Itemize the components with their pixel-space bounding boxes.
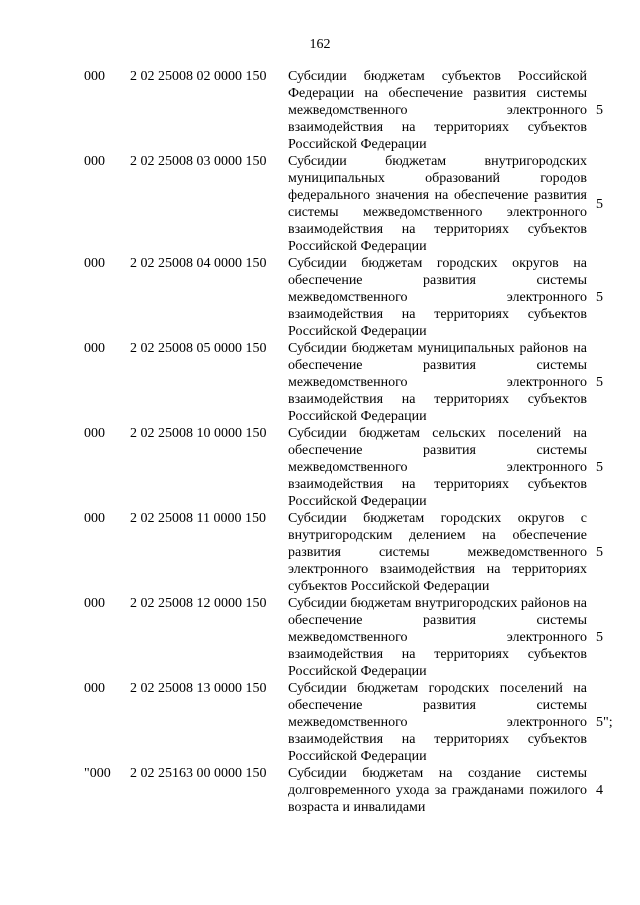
revenue-name: Субсидии бюджетам городских поселений на обеспечение развития системы межведомственного электронного взаимодействия на территориях субъектов Российской Федерации: [288, 681, 587, 764]
group-number: 5";: [596, 715, 613, 730]
admin-code: 000: [84, 256, 105, 271]
budget-code: 2 02 25008 03 0000 150: [130, 154, 267, 169]
revenue-name: Субсидии бюджетам городских округов с внутригородским делением на обеспечение развития системы межведомственного электронного взаимодействия на территориях субъектов Российской Федерации: [288, 511, 587, 594]
page-number: 162: [309, 37, 331, 52]
budget-code: 2 02 25008 05 0000 150: [130, 341, 267, 356]
admin-code: 000: [84, 426, 105, 441]
group-number: 5: [596, 196, 603, 212]
table-row: [0, 255, 640, 340]
budget-code: 2 02 25008 11 0000 150: [130, 511, 266, 526]
table-row: [0, 510, 640, 595]
budget-code: 2 02 25008 12 0000 150: [130, 596, 267, 611]
admin-code: 000: [84, 69, 105, 84]
budget-code: 2 02 25008 10 0000 150: [130, 426, 267, 441]
budget-classification-table: [0, 68, 640, 816]
table-row: [0, 595, 640, 680]
table-row: [0, 425, 640, 510]
admin-code: 000: [84, 154, 105, 169]
group-number: 4: [596, 783, 603, 798]
admin-code: 000: [84, 341, 105, 356]
revenue-name: Субсидии бюджетам субъектов Российской Федерации на обеспечение развития системы межведомственного электронного взаимодействия на территориях субъектов Российской Федерации: [288, 69, 587, 152]
revenue-name: Субсидии бюджетам внутригородских муниципальных образований городов федерального значения на обеспечение развития системы межведомственного электронного взаимодействия на территориях субъектов Российской Федерации: [288, 154, 587, 254]
table-row: [0, 340, 640, 425]
revenue-name: Субсидии бюджетам муниципальных районов на обеспечение развития системы межведомственного электронного взаимодействия на территориях субъектов Российской Федерации: [288, 341, 587, 424]
budget-code: 2 02 25163 00 0000 150: [130, 766, 267, 781]
revenue-name: Субсидии бюджетам сельских поселений на обеспечение развития системы межведомственного электронного взаимодействия на территориях субъектов Российской Федерации: [288, 426, 587, 509]
table-row: [0, 68, 640, 153]
revenue-name: Субсидии бюджетам на создание системы долговременного ухода за гражданами пожилого возраста и инвалидами: [288, 766, 587, 815]
budget-code: 2 02 25008 13 0000 150: [130, 681, 267, 696]
group-number: 5: [596, 630, 603, 645]
table-row: [0, 765, 640, 816]
group-number: 5: [596, 290, 603, 305]
group-number: 5: [596, 545, 603, 560]
admin-code: 000: [84, 596, 105, 611]
group-number: 5: [596, 375, 603, 390]
admin-code: "000: [84, 766, 111, 781]
table-row: [0, 680, 640, 765]
table-row: [0, 153, 640, 255]
group-number: 5: [596, 103, 603, 118]
budget-code: 2 02 25008 02 0000 150: [130, 69, 267, 84]
revenue-name: Субсидии бюджетам внутригородских районов на обеспечение развития системы межведомственного электронного взаимодействия на территориях субъектов Российской Федерации: [288, 596, 587, 679]
admin-code: 000: [84, 511, 105, 526]
group-number: 5: [596, 460, 603, 475]
revenue-name: Субсидии бюджетам городских округов на обеспечение развития системы межведомственного электронного взаимодействия на территориях субъектов Российской Федерации: [288, 256, 587, 339]
admin-code: 000: [84, 681, 105, 696]
budget-code: 2 02 25008 04 0000 150: [130, 256, 267, 271]
